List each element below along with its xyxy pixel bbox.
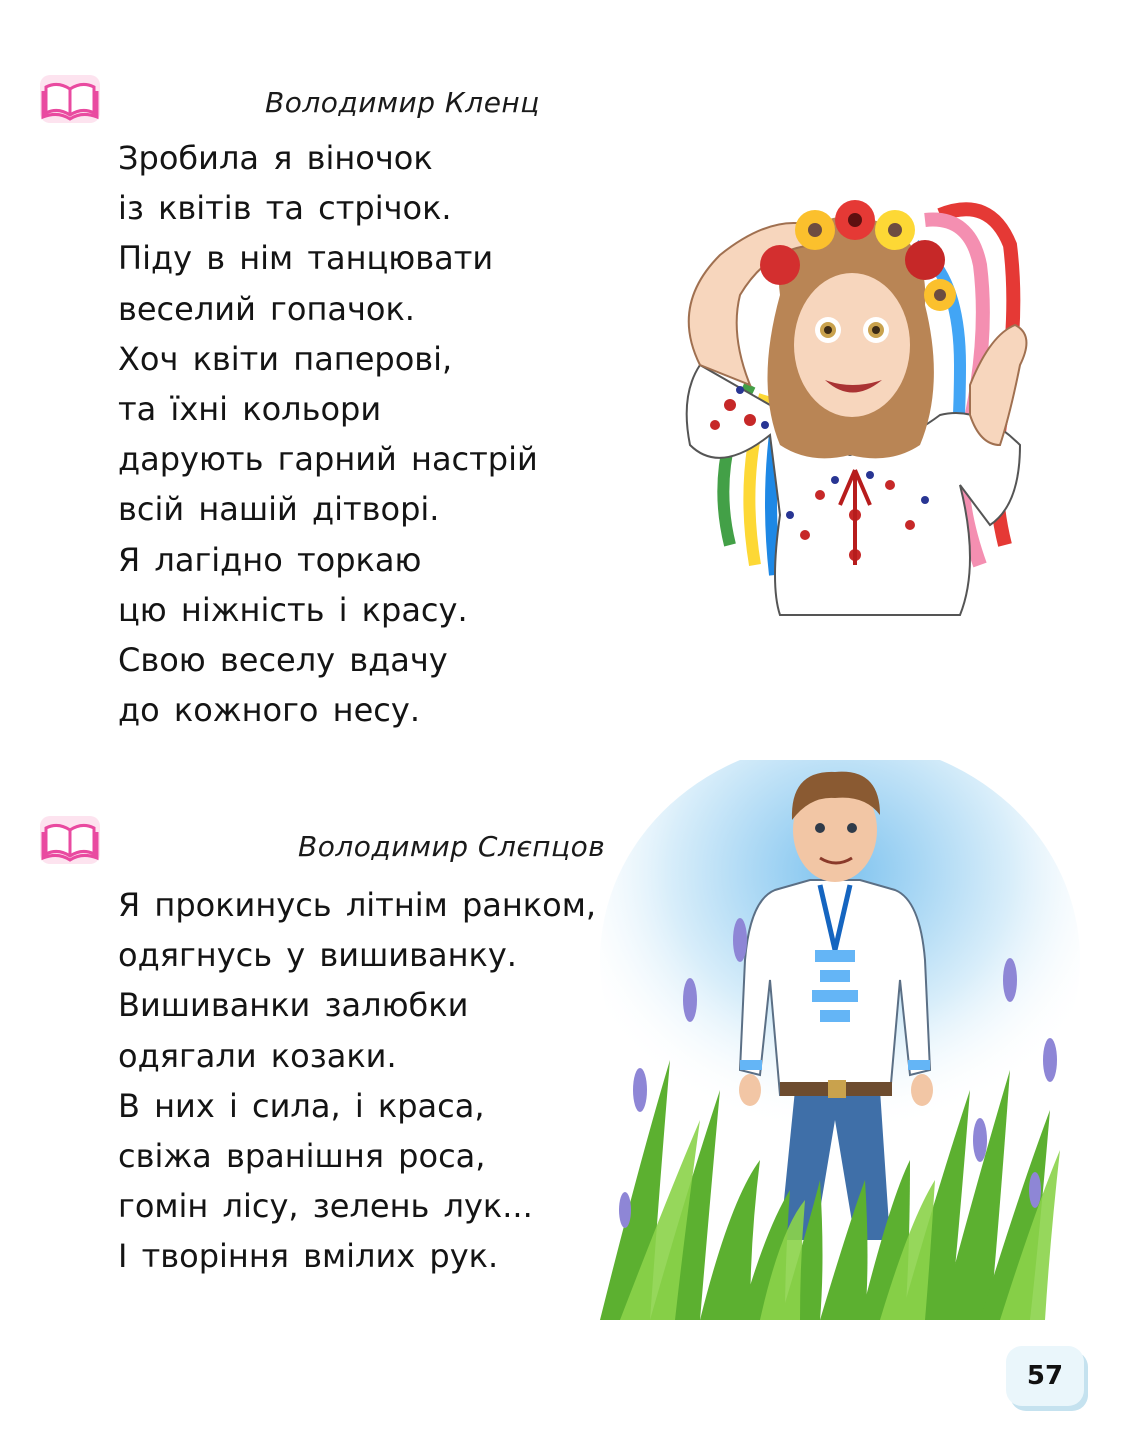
boy-illustration bbox=[580, 760, 1080, 1320]
poem-line: цю ніжність і красу. bbox=[118, 590, 468, 629]
page-number: 57 bbox=[1006, 1346, 1084, 1406]
poem-line: Я прокинусь літнім ранком, bbox=[118, 886, 596, 924]
poem-line: та їхні кольори bbox=[118, 390, 382, 429]
poem-line: Свою веселу вдачу bbox=[118, 641, 448, 680]
poem-line: свіжа вранішня роса, bbox=[118, 1137, 486, 1176]
poem1-text bbox=[118, 133, 538, 735]
poem-line: одягали козаки. bbox=[118, 1036, 397, 1075]
open-book-icon bbox=[38, 814, 102, 866]
poem2-text bbox=[118, 880, 596, 1282]
poem1-author: Володимир Кленц bbox=[265, 86, 540, 119]
poem-line: із квітів та стрічок. bbox=[118, 189, 452, 228]
poem-line: одягнусь у вишиванку. bbox=[118, 936, 517, 975]
poem-line: до кожного несу. bbox=[118, 691, 420, 730]
poem-line: І творіння вмілих рук. bbox=[118, 1237, 499, 1276]
poem-line: В них і сила, і краса, bbox=[118, 1086, 485, 1125]
poem-line: гомін лісу, зелень лук... bbox=[118, 1187, 533, 1226]
poem-line: Зробила я віночок bbox=[118, 139, 433, 177]
poem-line: Я лагідно торкаю bbox=[118, 540, 422, 579]
poem-line: Піду в нім танцювати bbox=[118, 239, 494, 278]
poem2-author: Володимир Слєпцов bbox=[298, 830, 606, 863]
poem-line: Хоч квіти паперові, bbox=[118, 339, 453, 378]
poem-line: Вишиванки залюбки bbox=[118, 986, 469, 1025]
girl-illustration bbox=[660, 185, 1040, 635]
poem-line: дарують гарний настрій bbox=[118, 440, 538, 479]
open-book-icon bbox=[38, 73, 102, 125]
poem-line: всій нашій дітворі. bbox=[118, 490, 440, 529]
poem-line: веселий гопачок. bbox=[118, 289, 415, 328]
